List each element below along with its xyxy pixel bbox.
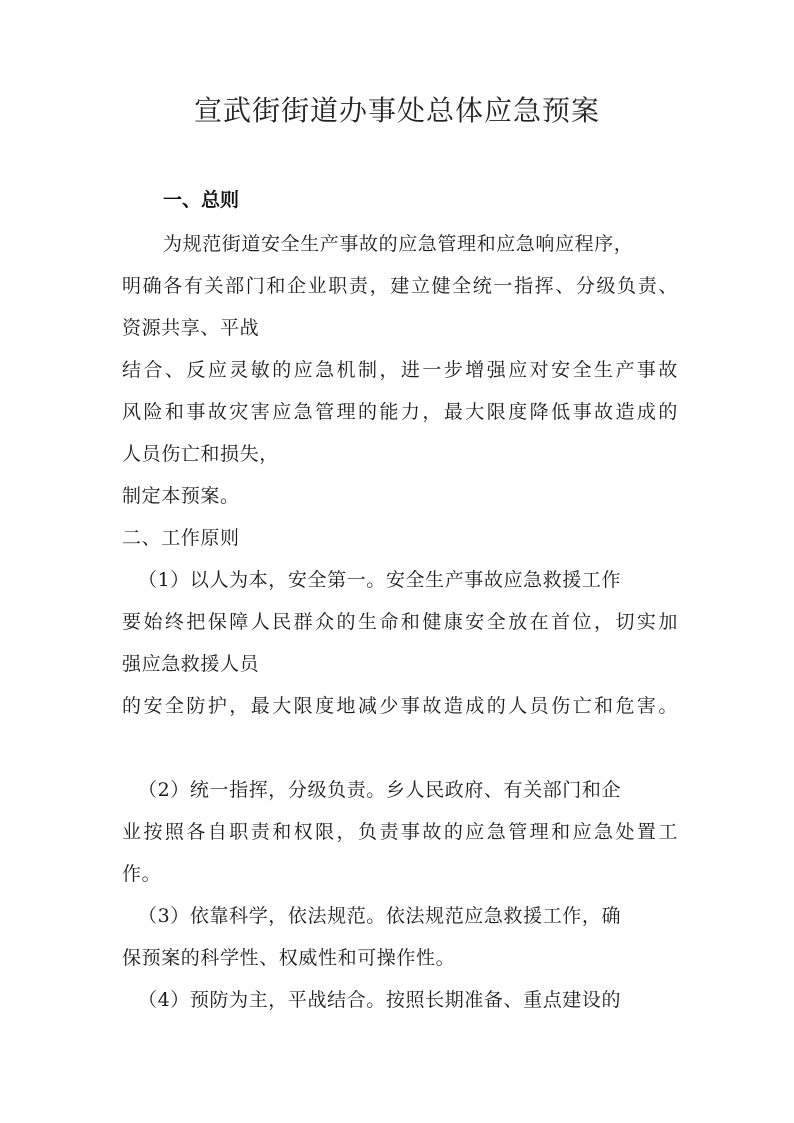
document-title: 宣武街街道办事处总体应急预案 bbox=[193, 94, 600, 127]
text-line: 制定本预案。 bbox=[122, 485, 240, 507]
text-line: 作。 bbox=[122, 863, 162, 885]
text-line: （1）以人为本，安全第一。安全生产事故应急救援工作 bbox=[138, 569, 622, 591]
text-line: （4）预防为主，平战结合。按照长期准备、重点建设的 bbox=[138, 989, 622, 1011]
section-heading-general: 一、总则 bbox=[163, 189, 240, 211]
text-line: （3）依靠科学，依法规范。依法规范应急救援工作，确 bbox=[138, 905, 622, 927]
text-line: 结合、反应灵敏的应急机制，进一步增强应对安全生产事故 bbox=[122, 359, 678, 381]
text-line: 风险和事故灾害应急管理的能力，最大限度降低事故造成的 bbox=[122, 401, 678, 423]
text-line: 业按照各自职责和权限，负责事故的应急管理和应急处置工 bbox=[122, 821, 678, 843]
section-heading-principles: 二、工作原则 bbox=[122, 527, 240, 549]
text-line: 强应急救援人员 bbox=[122, 653, 260, 675]
text-line: 要始终把保障人民群众的生命和健康安全放在首位，切实加 bbox=[122, 611, 678, 633]
text-line: （2）统一指挥，分级负责。乡人民政府、有关部门和企 bbox=[138, 779, 622, 801]
text-line: 为规范街道安全生产事故的应急管理和应急响应程序， bbox=[163, 233, 634, 255]
text-line: 的安全防护，最大限度地减少事故造成的人员伤亡和危害。 bbox=[122, 695, 678, 717]
text-line: 资源共享、平战 bbox=[122, 317, 260, 339]
text-line: 人员伤亡和损失， bbox=[122, 443, 279, 465]
text-line: 明确各有关部门和企业职责，建立健全统一指挥、分级负责、 bbox=[122, 275, 678, 297]
text-line: 保预案的科学性、权威性和可操作性。 bbox=[122, 947, 456, 969]
